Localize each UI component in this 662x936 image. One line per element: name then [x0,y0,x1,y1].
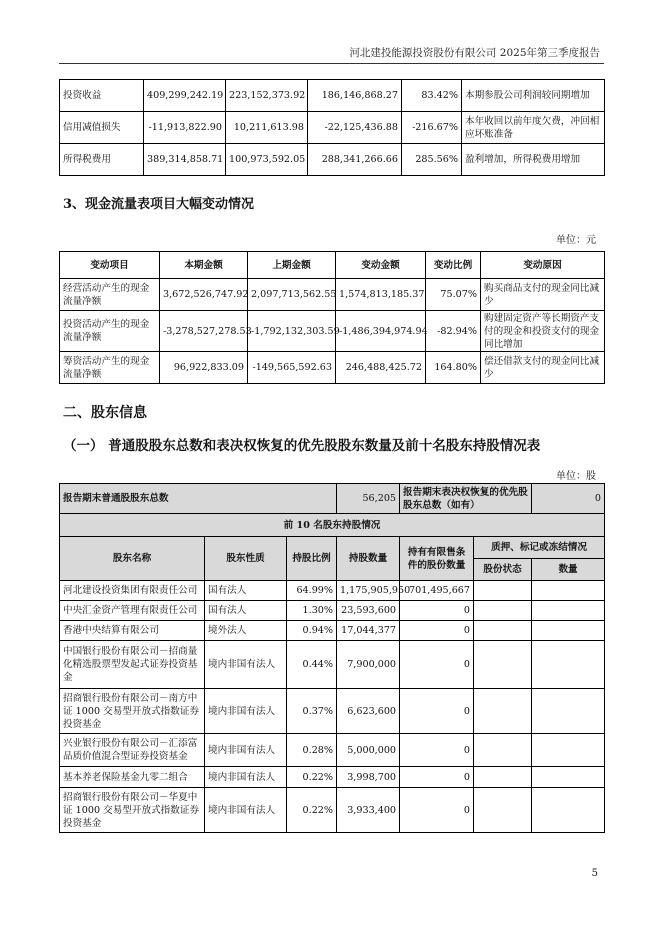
ratio-cell: 164.80% [426,352,481,384]
pledge-status-cell [474,621,532,641]
pref-label: 报告期末表决权恢复的优先股股东总数（如有） [400,484,532,514]
change-cell: 246,488,425.72 [336,352,426,384]
table-row [60,601,605,621]
ratio-cell: -82.94% [426,311,481,352]
holder-name-cell: 中国银行股份有限公司－招商量化精选股票型发起式证券投资基金 [60,641,205,689]
table-row [60,788,605,833]
current-cell: 389,314,858.71 [144,144,226,176]
holder-restricted-cell: 0 [400,788,474,833]
ratio-cell: 75.07% [426,279,481,311]
pledge-status-cell [474,788,532,833]
table-row [60,80,605,112]
column-header: 质押、标记或冻结情况 [474,537,605,559]
report-header: 河北建投能源投资股份有限公司 2025年第三季度报告 [349,47,600,59]
holder-name-cell: 兴业银行股份有限公司－汇添富品质价值混合型证券投资基金 [60,734,205,767]
table-row [60,144,605,176]
ratio-cell: -216.67% [402,112,462,144]
holder-nature-cell: 境外法人 [205,621,287,641]
reason-cell: 购买商品支付的现金同比减少 [481,279,605,311]
ratio-cell: 285.56% [402,144,462,176]
holder-ratio-cell: 0.22% [287,788,337,833]
holder-restricted-cell: 0 [400,689,474,734]
table-row [60,767,605,788]
column-header: 持有有限售条件的股份数量 [400,537,474,581]
pledge-amount-cell [532,601,605,621]
pledge-amount-cell [532,734,605,767]
previous-cell: 223,152,373.92 [226,80,308,112]
column-header: 变动比例 [426,252,481,279]
holder-ratio-cell: 0.37% [287,689,337,734]
holder-nature-cell: 境内非国有法人 [205,641,287,689]
current-cell: -11,913,822.90 [144,112,226,144]
column-header: 持股比例 [287,537,337,581]
total-row [60,484,605,514]
previous-cell: 10,211,613.98 [226,112,308,144]
reason-cell: 本年收回以前年度欠费，冲回相应坏账准备 [462,112,605,144]
column-header: 上期金额 [248,252,336,279]
pledge-status-cell [474,601,532,621]
previous-cell: -149,565,592.63 [248,352,336,384]
header-divider [59,63,604,64]
column-header: 持股数量 [337,537,400,581]
holder-ratio-cell: 0.22% [287,767,337,788]
column-header: 本期金额 [160,252,248,279]
pledge-status-cell [474,734,532,767]
holder-quantity-cell: 1,175,905,950 [337,581,400,601]
table-header-row [60,537,605,559]
holder-quantity-cell: 17,044,377 [337,621,400,641]
item-cell: 经营活动产生的现金流量净额 [60,279,160,311]
table-header-row [60,252,605,279]
income-change-table [59,79,605,176]
holder-quantity-cell: 5,000,000 [337,734,400,767]
holder-restricted-cell: 0 [400,767,474,788]
holder-quantity-cell: 3,933,400 [337,788,400,833]
previous-cell: 2,097,713,562.55 [248,279,336,311]
top10-title: 前 10 名股东持股情况 [60,514,605,537]
pledge-status-cell [474,767,532,788]
current-cell: 3,672,526,747.92 [160,279,248,311]
holder-name-cell: 基本养老保险基金九零二组合 [60,767,205,788]
change-cell: 1,574,813,185.37 [336,279,426,311]
column-header: 股东名称 [60,537,205,581]
holder-name-cell: 招商银行股份有限公司－南方中证 1000 交易型开放式指数证券投资基金 [60,689,205,734]
item-cell: 投资活动产生的现金流量净额 [60,311,160,352]
previous-cell: -1,792,132,303.59 [248,311,336,352]
shareholder-heading: 二、股东信息 [63,405,147,421]
table-row [60,279,605,311]
holder-restricted-cell: 0 [400,601,474,621]
holder-nature-cell: 境内非国有法人 [205,689,287,734]
change-cell: -1,486,394,974.94 [336,311,426,352]
holder-nature-cell: 境内非国有法人 [205,767,287,788]
table-row [60,352,605,384]
change-cell: -22,125,436.88 [308,112,402,144]
shareholder-unit: 单位：股 [556,471,596,482]
holder-nature-cell: 境内非国有法人 [205,788,287,833]
holder-ratio-cell: 64.99% [287,581,337,601]
pledge-amount-cell [532,689,605,734]
change-cell: 288,341,266.66 [308,144,402,176]
table-row [60,581,605,601]
cashflow-unit: 单位：元 [556,235,596,246]
cashflow-change-table [59,251,605,384]
previous-cell: 100,973,592.05 [226,144,308,176]
current-cell: -3,278,527,278.53 [160,311,248,352]
shareholder-subheading: （一） 普通股股东总数和表决权恢复的优先股股东数量及前十名股东持股情况表 [63,438,541,454]
holder-ratio-cell: 0.28% [287,734,337,767]
ratio-cell: 83.42% [402,80,462,112]
item-cell: 筹资活动产生的现金流量净额 [60,352,160,384]
holder-ratio-cell: 1.30% [287,601,337,621]
holder-name-cell: 招商银行股份有限公司－华夏中证 1000 交易型开放式指数证券投资基金 [60,788,205,833]
table-row [60,311,605,352]
total-value: 56,205 [337,484,400,514]
table-row [60,734,605,767]
shareholder-table [59,483,605,833]
holder-restricted-cell: 0 [400,734,474,767]
holder-ratio-cell: 0.44% [287,641,337,689]
pref-value: 0 [532,484,605,514]
pledge-amount-cell [532,767,605,788]
pledge-amount-cell [532,621,605,641]
top10-title-row [60,514,605,537]
holder-quantity-cell: 7,900,000 [337,641,400,689]
holder-quantity-cell: 6,623,600 [337,689,400,734]
reason-cell: 本期参股公司利润较同期增加 [462,80,605,112]
pledge-status-cell [474,689,532,734]
reason-cell: 盈利增加，所得税费用增加 [462,144,605,176]
change-cell: 186,146,868.27 [308,80,402,112]
table-row [60,689,605,734]
holder-quantity-cell: 23,593,600 [337,601,400,621]
column-header: 数量 [532,559,605,581]
holder-nature-cell: 国有法人 [205,581,287,601]
current-cell: 409,299,242.19 [144,80,226,112]
holder-restricted-cell: 701,495,667 [400,581,474,601]
item-cell: 投资收益 [60,80,144,112]
total-label: 报告期末普通股股东总数 [60,484,337,514]
cashflow-heading: 3、现金流量表项目大幅变动情况 [63,197,255,212]
column-header: 股份状态 [474,559,532,581]
column-header: 变动项目 [60,252,160,279]
holder-ratio-cell: 0.94% [287,621,337,641]
holder-nature-cell: 境内非国有法人 [205,734,287,767]
pledge-status-cell [474,641,532,689]
pledge-amount-cell [532,788,605,833]
holder-restricted-cell: 0 [400,641,474,689]
table-row [60,112,605,144]
holder-nature-cell: 国有法人 [205,601,287,621]
current-cell: 96,922,833.09 [160,352,248,384]
item-cell: 信用减值损失 [60,112,144,144]
column-header: 变动原因 [481,252,605,279]
holder-name-cell: 河北建设投资集团有限责任公司 [60,581,205,601]
holder-quantity-cell: 3,998,700 [337,767,400,788]
reason-cell: 偿还借款支付的现金同比减少 [481,352,605,384]
item-cell: 所得税费用 [60,144,144,176]
column-header: 股东性质 [205,537,287,581]
pledge-status-cell [474,581,532,601]
holder-name-cell: 中央汇金资产管理有限责任公司 [60,601,205,621]
pledge-amount-cell [532,641,605,689]
holder-name-cell: 香港中央结算有限公司 [60,621,205,641]
column-header: 变动金额 [336,252,426,279]
holder-restricted-cell: 0 [400,621,474,641]
page-number: 5 [591,868,598,879]
table-row [60,641,605,689]
pledge-amount-cell [532,581,605,601]
reason-cell: 购建固定资产等长期资产支付的现金和投资支付的现金同比增加 [481,311,605,352]
table-row [60,621,605,641]
